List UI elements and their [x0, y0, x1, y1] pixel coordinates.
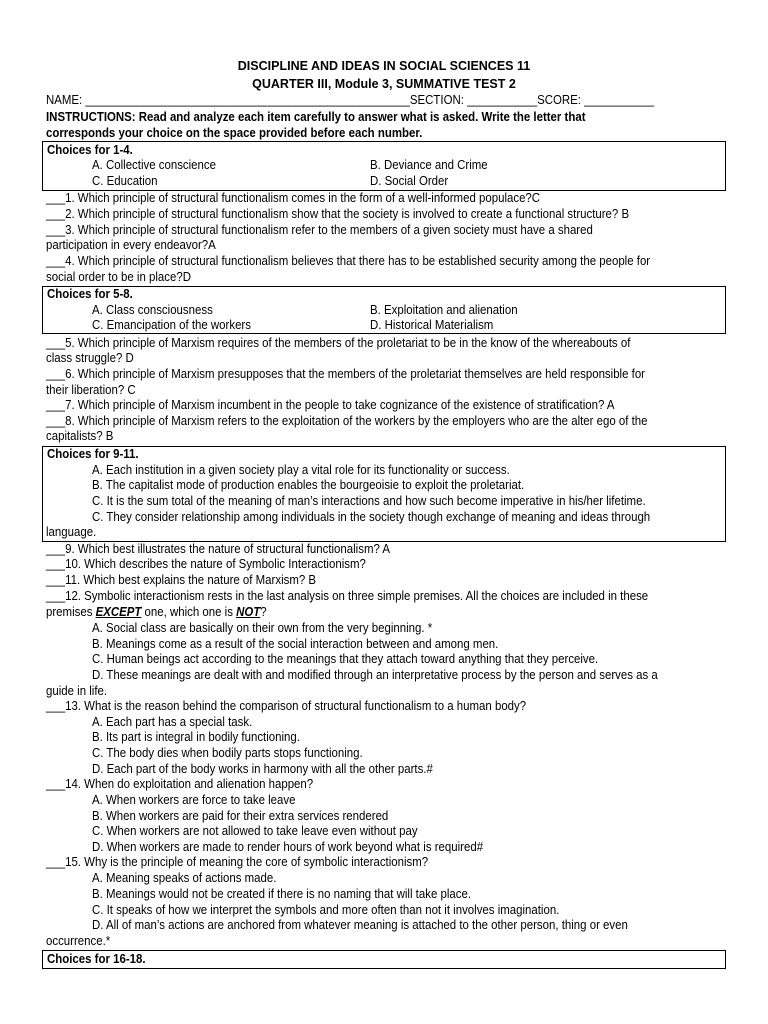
choices-heading-16-18: Choices for 16-18. [47, 951, 146, 966]
q14-option-d: D. When workers are made to render hours of work beyond what is required# [92, 839, 484, 854]
question-12-cont [46, 604, 267, 620]
q15-option-a: A. Meaning speaks of actions made. [92, 870, 277, 885]
question-1: ___1. Which principle of structural functionalism comes in the form of a well-informed populace?C [46, 190, 541, 205]
question-14: ___14. When do exploitation and alienation happen? [46, 776, 314, 791]
q12-mid: one, which one is [141, 604, 237, 619]
q12-option-c: C. Human beings act according to the meanings that they attach toward anything that they perceive. [92, 651, 599, 666]
q15-option-d-cont: occurrence.* [46, 933, 111, 948]
choice-5-8-c: C. Emancipation of the workers [92, 317, 251, 332]
choice-1-4-d: D. Social Order [370, 173, 449, 188]
choice-1-4-c: C. Education [92, 173, 158, 188]
q14-option-a: A. When workers are force to take leave [92, 792, 296, 807]
question-9: ___9. Which best illustrates the nature of structural functionalism? A [46, 541, 391, 556]
choices-heading-1-4: Choices for 1-4. [47, 142, 133, 157]
question-11: ___11. Which best explains the nature of Marxism? B [46, 572, 317, 587]
question-13: ___13. What is the reason behind the comparison of structural functionalism to a human body? [46, 698, 527, 713]
choice-9-11-b: B. The capitalist mode of production enables the bourgeoisie to exploit the proletariat. [92, 477, 525, 492]
q12-post: ? [260, 604, 267, 619]
choice-9-11-a: A. Each institution in a given society play a vital role for its functionality or success. [92, 462, 510, 477]
q12-option-a: A. Social class are basically on their own from the very beginning. * [92, 620, 433, 635]
q12-not: NOT [236, 604, 261, 619]
document-subtitle: QUARTER III, Module 3, SUMMATIVE TEST 2 [252, 77, 516, 91]
q15-option-d: D. All of man’s actions are anchored from whatever meaning is attached to the other person, thing or even [92, 917, 628, 932]
question-3: ___3. Which principle of structural functionalism refer to the members of a given society must have a shared [46, 222, 593, 237]
q14-option-b: B. When workers are paid for their extra services rendered [92, 808, 389, 823]
q12-pre: premises [46, 604, 96, 619]
q13-option-c: C. The body dies when bodily parts stops functioning. [92, 745, 363, 760]
question-6: ___6. Which principle of Marxism presupposes that the members of the proletariat themselves are held responsible for [46, 366, 645, 381]
question-6-cont: their liberation? C [46, 382, 136, 397]
choice-9-11-c: C. It is the sum total of the meaning of man’s interactions and how such become imperative in his/her lifetime. [92, 493, 646, 508]
question-4: ___4. Which principle of structural functionalism believes that there has to be established security among the people for [46, 253, 651, 268]
question-4-cont: social order to be in place?D [46, 269, 191, 284]
question-2: ___2. Which principle of structural functionalism show that the society is involved to create a functional structure? B [46, 206, 630, 221]
question-8: ___8. Which principle of Marxism refers to the exploitation of the workers by the employers who are the alter ego of the [46, 413, 648, 428]
question-12: ___12. Symbolic interactionism rests in the last analysis on three simple premises. All the choices are included in these [46, 588, 649, 603]
q12-option-d-cont: guide in life. [46, 683, 108, 698]
q13-option-a: A. Each part has a special task. [92, 714, 253, 729]
question-5: ___5. Which principle of Marxism requires of the members of the proletariat to be in the know of the whereabouts of [46, 335, 631, 350]
q12-option-d: D. These meanings are dealt with and modified through an interpretative process by the person and serves as a [92, 667, 658, 682]
choices-heading-9-11: Choices for 9-11. [47, 446, 139, 461]
choice-5-8-d: D. Historical Materialism [370, 317, 494, 332]
choice-5-8-b: B. Exploitation and alienation [370, 302, 518, 317]
q14-option-c: C. When workers are not allowed to take leave even without pay [92, 823, 418, 838]
q13-option-b: B. Its part is integral in bodily functioning. [92, 729, 300, 744]
choices-heading-5-8: Choices for 5-8. [47, 286, 133, 301]
name-section-score-line: NAME: ___________________________________________________SECTION: ___________SCORE: ___________ [46, 92, 655, 107]
q13-option-d: D. Each part of the body works in harmony with all the other parts.# [92, 761, 433, 776]
q15-option-b: B. Meanings would not be created if there is no naming that will take place. [92, 886, 472, 901]
choice-9-11-d-cont: language. [46, 524, 97, 539]
question-15: ___15. Why is the principle of meaning the core of symbolic interactionism? [46, 854, 429, 869]
question-10: ___10. Which describes the nature of Symbolic Interactionism? [46, 556, 366, 571]
q12-option-b: B. Meanings come as a result of the social interaction between and among men. [92, 636, 499, 651]
choice-1-4-b: B. Deviance and Crime [370, 157, 488, 172]
question-3-cont: participation in every endeavor?A [46, 237, 216, 252]
instructions-line-2: corresponds your choice on the space provided before each number. [46, 125, 423, 140]
question-5-cont: class struggle? D [46, 350, 134, 365]
q15-option-c: C. It speaks of how we interpret the symbols and more often than not it involves imagination. [92, 902, 560, 917]
choice-1-4-a: A. Collective conscience [92, 157, 216, 172]
question-8-cont: capitalists? B [46, 428, 114, 443]
question-7: ___7. Which principle of Marxism incumbent in the people to take cognizance of the existence of stratification? A [46, 397, 615, 412]
document-title: DISCIPLINE AND IDEAS IN SOCIAL SCIENCES 11 [237, 59, 531, 73]
q12-except: EXCEPT [95, 604, 142, 619]
choice-9-11-d: C. They consider relationship among individuals in the society though exchange of meaning and ideas through [92, 509, 651, 524]
instructions-line-1: INSTRUCTIONS: Read and analyze each item carefully to answer what is asked. Write the letter that [46, 109, 586, 124]
choice-5-8-a: A. Class consciousness [92, 302, 213, 317]
